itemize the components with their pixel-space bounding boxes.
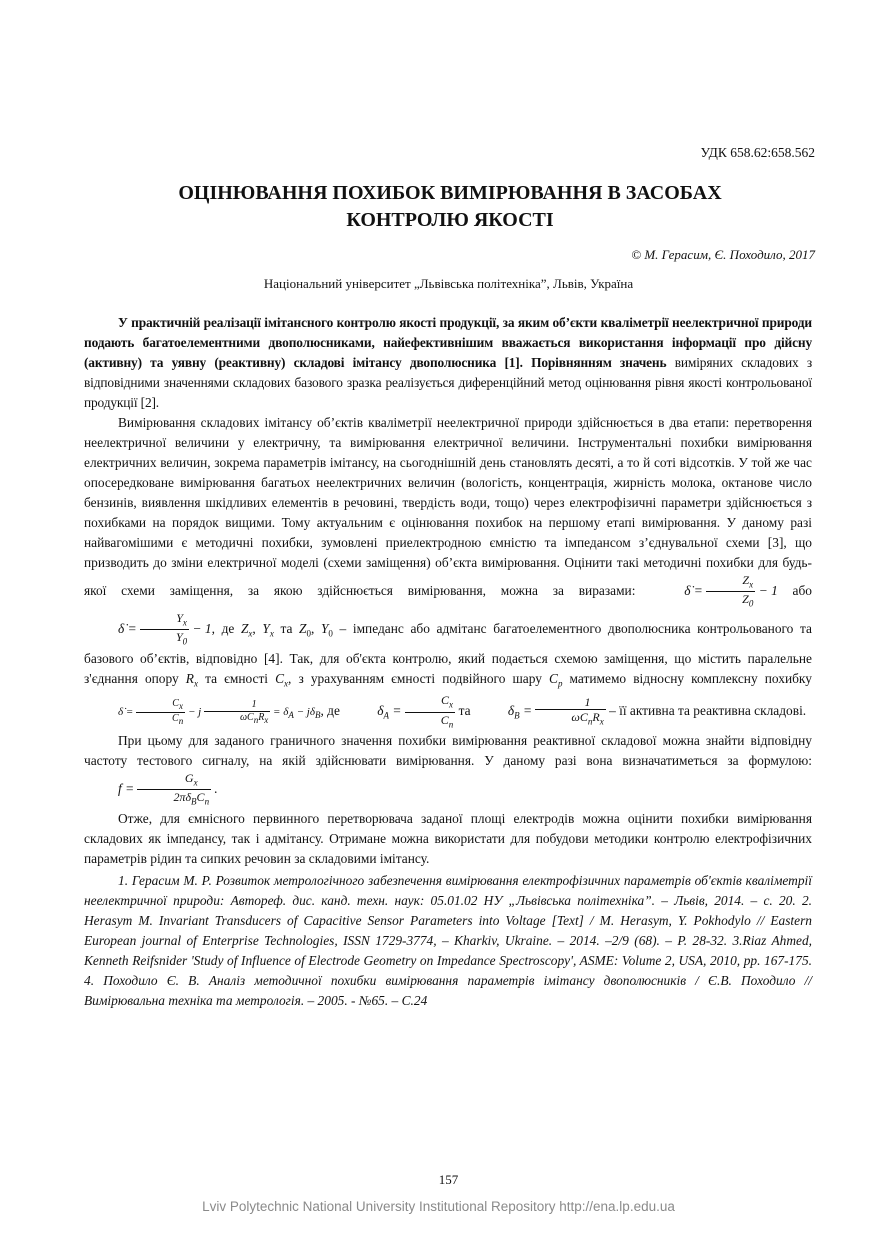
paper-title [80, 180, 820, 234]
and-word: та [280, 620, 293, 636]
para3-text: При цьому для заданого граничного значення похибки вимірювання реактивної складової можна знайти відповідну частоту тестового сигналу, на якій здійснювати вимірювання. У даному разі вона визначатиметься за формулою: [84, 733, 812, 769]
formula-delta-b: $\delta_B$ = $\frac{1}{\omega C_nR_x}$ [507, 695, 604, 727]
authors: © М. Герасим, Є. Походило, 2017 [631, 247, 815, 262]
paragraph-4: Отже, для ємнісного первинного перетворювача заданої площі електродів можна оцінити похибки вимірювання складових як імпедансу, так і адмітансу. Отримане можна використати для побудови методики контролю електрофізичних параметрів рідин та сипких речовин за складовими імітансу. [84, 810, 812, 866]
formula-delta-a: $\delta_A$ = $\frac{C_x}{C_n}$ [377, 693, 454, 730]
title-line-1: ОЦІНЮВАННЯ ПОХИБОК ВИМІРЮВАННЯ В ЗАСОБАХ [178, 182, 722, 204]
para2-tail3: , з урахуванням ємності подвійного шару [288, 670, 542, 686]
and-word-2: та [458, 703, 471, 719]
formula-delta-y: δ̇ = $\frac{Y_x}{Y_0}$ − 1 [118, 610, 212, 647]
para2-tail4: матимемо відносну комплексну похибку [569, 670, 812, 686]
para2-tail: – імпеданс або адмітанс багатоелементного двополюсника контрольованого та базового об’єктів, відповідно [4]. Так, для об'єкта контролю, який подається схемою заміщення, що містить паралельне з'єднання опору [84, 620, 812, 686]
formula-frequency: f = $\frac{G_x}{2\pi\delta_BC_n}$ . [118, 771, 218, 807]
page-number: 157 [438, 1172, 459, 1187]
abstract-paragraph [84, 313, 812, 413]
title-line-2: КОНТРОЛЮ ЯКОСТІ [346, 209, 554, 231]
paper-body [84, 313, 812, 1011]
para2-end: – її активна та реактивна складові. [609, 703, 807, 719]
or-word: або [792, 582, 812, 598]
abstract-bold: У практичній реалізації імітансного контролю якості продукції, за яким об’єкти кваліметрії неелектричної природи подають багатоелементними двополюсниками, найефективнішим вважається використання інформації про дійсну (активну) та уявну (реактивну) складові імітансу двополюсника [1]. Порівнянням значень [84, 315, 812, 370]
where-word-2: , де [320, 703, 340, 719]
para2-tail2: та ємності [205, 670, 269, 686]
paragraph-3 [84, 731, 812, 809]
para2-text: Вимірювання складових імітансу об’єктів кваліметрії неелектричної природи здійснюється в два етапи: перетворення неелектричної величини у електричну, та вимірювання електричної величини. Інструментальні похибки вимірювання електричних величин, зокрема параметрів імітансу, на сьогоднішній день становлять десяті, а то й соті відсотків. У той же час опосередковане вимірювання багатьох неелектричних величин (вологість, концентрація, жирність молока, октанове число бензинів, виявлення шкідливих елементів в речовині, твердість води, тощо) через електрофізичні параметри здійснюється з похибками на порядок вищими. Тому актуальним є оцінювання похибок на першому етапі вимірювання. У даному разі найвагомішими є методичні похибки, зумовлені приелектродною ємністю та імпедансом з’єднувальної схеми [3], що призводить до зміни електричної моделі (схеми заміщення) об’єкта вимірювання. Оцінити такі методичні похибки для будь-якої схеми заміщення, за якою здійснюється вимірювання, можна за виразами: [84, 415, 812, 598]
abstract-rest: виміряних складових з відповідними значеннями складових базового зразка реалізується диференційний метод оцінювання рівня якості контрольованої продукції [2]. [84, 355, 812, 410]
where-word: , де [211, 620, 235, 636]
paragraph-2: Вимірювання складових імітансу об’єктів кваліметрії неелектричної природи здійснюється в два етапи: перетворення неелектричної величини у електричну, та вимірювання електричної величини. Інструментальні похибки вимірювання електричних величин, зокрема параметрів імітансу, на сьогоднішній день становлять десяті, а то й соті відсотків. У той же час опосередковане вимірювання багатьох неелектричних величин (вологість, концентрація, жирність молока, октанове число бензинів, виявлення шкідливих елементів в речовині, твердість води, тощо) через електрофізичні параметри здійснюється з похибками на порядок вищими. Тому актуальним є оцінювання похибок на першому етапі вимірювання. У даному разі найвагомішими є методичні похибки, зумовлені приелектродною ємністю та імпедансом з’єднувальної схеми [3], що призводить до зміни електричної моделі (схеми заміщення) об’єкта вимірювання. Оцінити такі методичні похибки для будь-якої схеми заміщення, за якою здійснюється вимірювання, можна за виразами: δ̇ = $\frac{Z_x}{Z_0}$ − 1 або δ̇ = $\frac{Y_x}{Y_0}$ − 1, де $Z_x$, $Y_x$ та $Z_0$, $Y_0$ – імпеданс або адмітанс багатоелементного двополюсника контрольованого та базового об’єктів, відповідно [4]. Так, для об'єкта контролю, який подається схемою заміщення, що містить паралельне з'єднання опору $R_x$ та ємності $C_x$, з урахуванням ємності подвійного шару $C_p$ матимемо відносну комплексну похибку δ̇ = $\frac{C_x}{C_n}$ − j $\frac{1}{\omega C_nR_x}$ = $\delta_A - j\delta_B$, де $\delta_A$ = $\frac{C_x}{C_n}$ та $\delta_B$ = $\frac{1}{\omega C_nR_x}$ – її активна та реактивна складові. [84, 415, 812, 730]
references: 1. Герасим М. Р. Розвиток метрологічного забезпечення вимірювання електрофізичних параметрів об'єктів кваліметрії неелектричної природи: Автореф. дис. канд. техн. наук: 05.01.02 НУ „Львівська політехніка”. – Львів, 2014. – с. 20. 2. Herasym M. Invariant Transducers of Capacitive Sensor Parameters into Voltage [Text] / M. Herasym, Y. Pokhodylo // Eastern European journal of Enterprise Technologies, ISSN 1729-3774, – Kharkiv, Ukraine. – 2014. –2/9 (68). – P. 28-32. 3.Riaz Ahmed, Kenneth Reifsnider 'Study of Influence of Electrode Geometry on Impedance Spectroscopy', ASME: Volume 2, USA, 2010, pp. 167-175. 4. Походило Є. В. Аналіз методичної похибки вимірювання параметрів імітансу двополюсників / Є.В. Походило // Вимірювальна техніка та метрологія. – 2005. - №65. – С.24 [84, 872, 812, 1008]
udk-code: УДК 658.62:658.562 [700, 145, 815, 160]
repository-footer: Lviv Polytechnic National University Institutional Repository http://ena.lp.edu.ua [202, 1199, 675, 1214]
formula-complex-error: δ̇ = $\frac{C_x}{C_n}$ − j $\frac{1}{\omega C_nR_x}$ = $\delta_A - j\delta_B$ [118, 697, 321, 726]
formula-delta-z: δ̇ = $\frac{Z_x}{Z_0}$ − 1 [684, 573, 778, 609]
affiliation: Національний університет „Львівська політехніка”, Львів, Україна [263, 276, 634, 291]
